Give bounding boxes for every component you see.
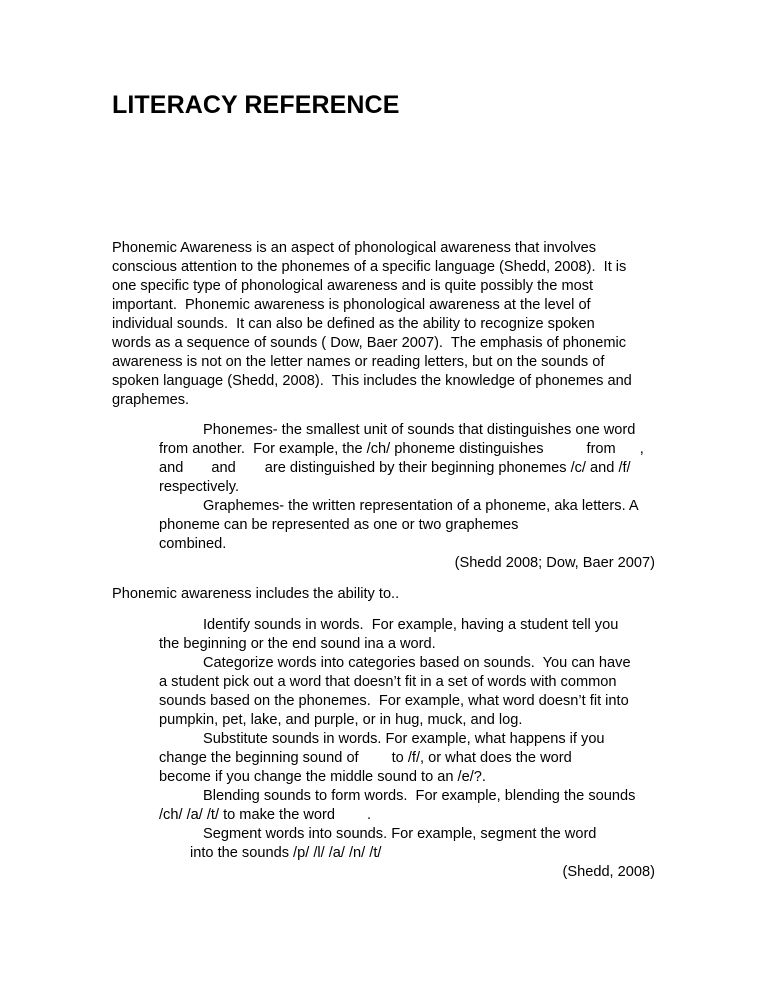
graphemes-definition: Graphemes- the written representation of a phoneme, aka letters. A	[203, 498, 639, 514]
substitute-text: to /f/, or what does the word	[391, 750, 572, 766]
ability-substitute: become if you change the middle sound to an /e/?.	[159, 769, 486, 785]
ability-segment: into the sounds /p/ /l/ /a/ /n/ /t/	[190, 845, 382, 861]
graphemes-definition: combined.	[159, 536, 227, 552]
ability-categorize: sounds based on the phonemes. For example, what word doesn’t fit into	[159, 693, 629, 709]
blending-text: /ch/ /a/ /t/ to make the word	[159, 807, 336, 823]
phonemes-text: from	[586, 441, 616, 457]
intro-line: individual sounds. It can also be defined as the ability to recognize spoken	[112, 316, 595, 332]
ability-identify: Identify sounds in words. For example, having a student tell you	[203, 617, 619, 633]
phonemes-definition: respectively.	[159, 479, 240, 495]
section-heading: Phonemic awareness includes the ability to..	[112, 586, 400, 602]
intro-line: awareness is not on the letter names or reading letters, but on the sounds of	[112, 354, 605, 370]
intro-line: one specific type of phonological awareness and is quite possibly the most	[112, 278, 594, 294]
intro-line: conscious attention to the phonemes of a specific language (Shedd, 2008). It is	[112, 259, 627, 275]
substitute-text: change the beginning sound of	[159, 750, 359, 766]
intro-line: important. Phonemic awareness is phonological awareness at the level of	[112, 297, 591, 313]
ability-blending	[159, 806, 371, 825]
ability-substitute: Substitute sounds in words. For example, what happens if you	[203, 731, 605, 747]
intro-line: spoken language (Shedd, 2008). This includes the knowledge of phonemes and	[112, 373, 632, 389]
citation: (Shedd, 2008)	[562, 864, 655, 880]
phonemes-definition	[159, 459, 631, 478]
phonemes-definition: Phonemes- the smallest unit of sounds that distinguishes one word	[203, 422, 636, 438]
graphemes-definition: phoneme can be represented as one or two graphemes	[159, 517, 519, 533]
ability-segment: Segment words into sounds. For example, segment the word	[203, 826, 597, 842]
phonemes-text: are distinguished by their beginning phonemes /c/ and /f/	[264, 460, 631, 476]
ability-blending: Blending sounds to form words. For example, blending the sounds	[203, 788, 636, 804]
intro-line: words as a sequence of sounds ( Dow, Baer 2007). The emphasis of phonemic	[112, 335, 627, 351]
intro-line: graphemes.	[112, 392, 190, 408]
phonemes-definition	[159, 440, 644, 459]
intro-line: Phonemic Awareness is an aspect of phonological awareness that involves	[112, 240, 597, 256]
phonemes-text: and	[211, 460, 236, 476]
phonemes-text: from another. For example, the /ch/ phoneme distinguishes	[159, 441, 544, 457]
phonemes-text: ,	[639, 441, 644, 457]
blending-text: .	[367, 807, 372, 823]
ability-identify: the beginning or the end sound ina a word.	[159, 636, 436, 652]
page-title: LITERACY REFERENCE	[112, 91, 400, 119]
ability-categorize: a student pick out a word that doesn’t fit in a set of words with common	[159, 674, 617, 690]
ability-categorize: pumpkin, pet, lake, and purple, or in hug, muck, and log.	[159, 712, 523, 728]
citation: (Shedd 2008; Dow, Baer 2007)	[454, 555, 655, 571]
phonemes-text: and	[159, 460, 184, 476]
ability-substitute	[159, 749, 572, 768]
ability-categorize: Categorize words into categories based on sounds. You can have	[203, 655, 631, 671]
